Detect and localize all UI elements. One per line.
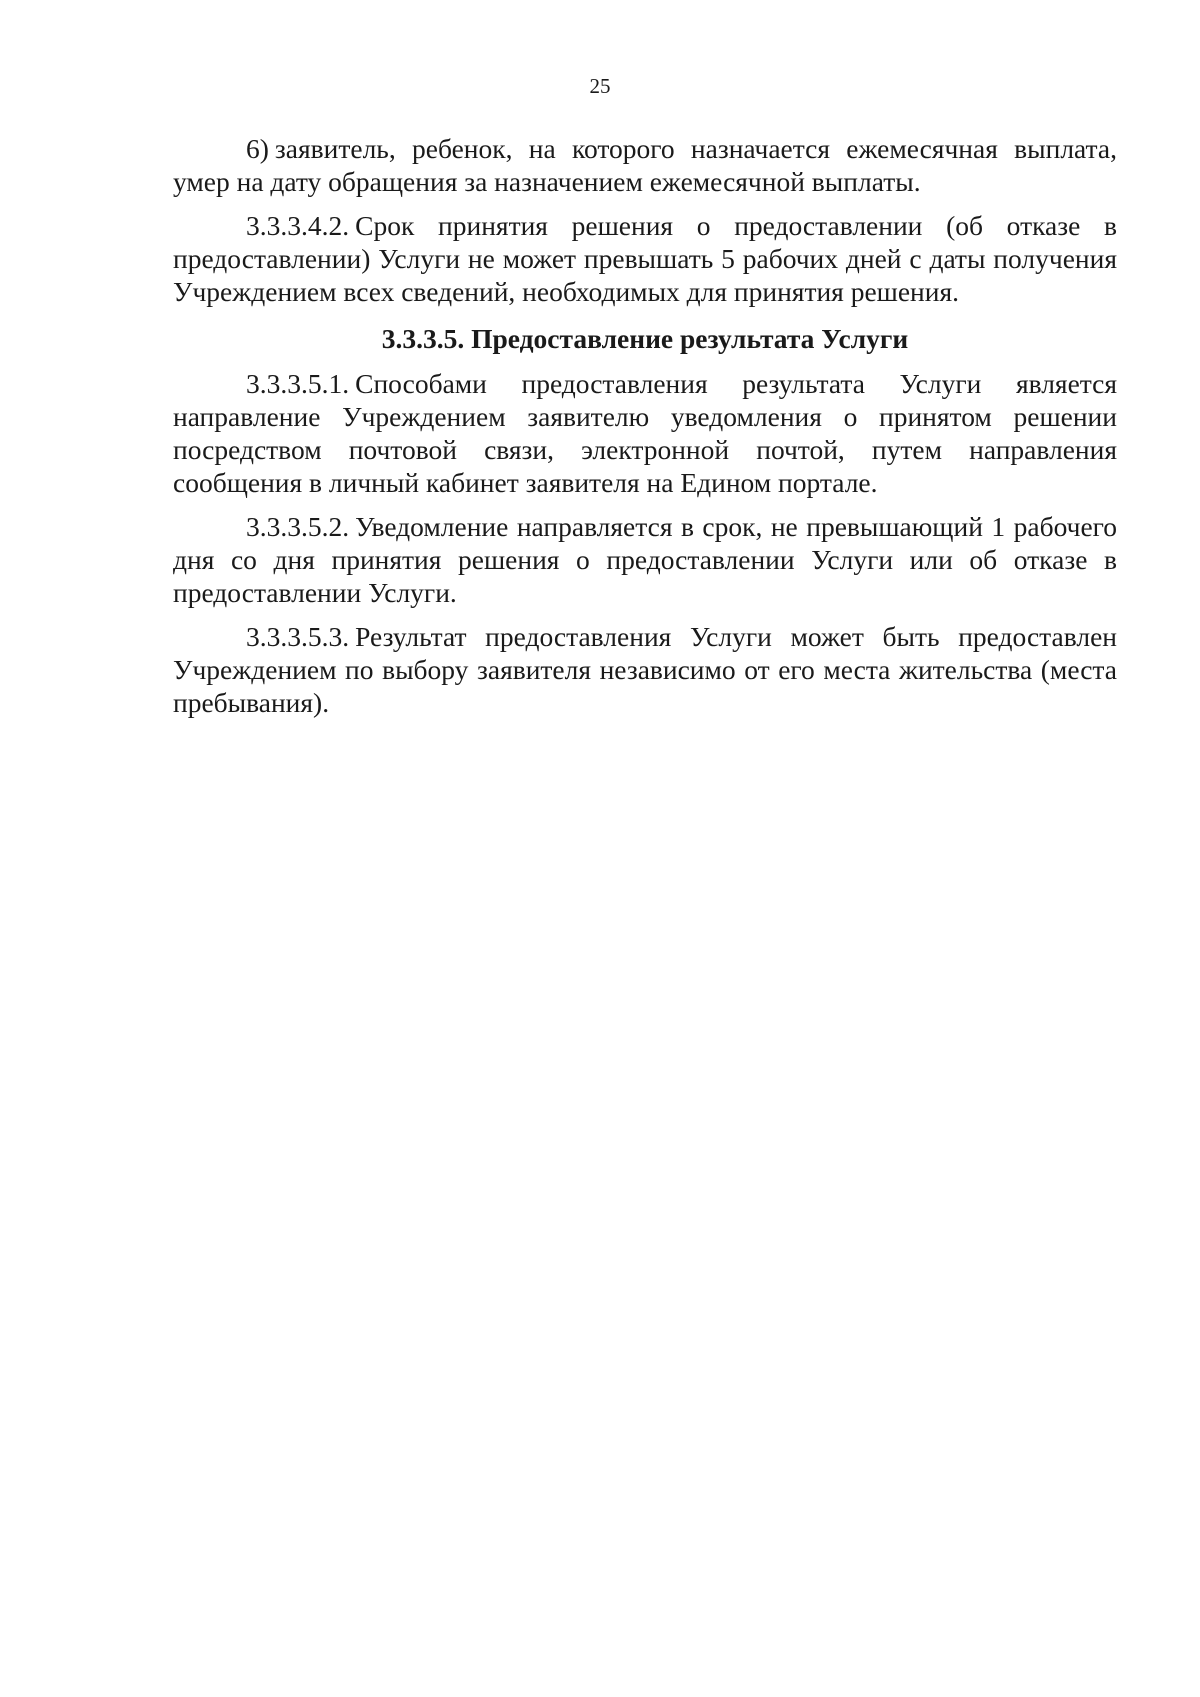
paragraph-3-3-3-5-1 (173, 367, 1117, 499)
paragraph-text: Уведомление направляется в срок, не превышающий 1 рабочего дня со дня принятия решения о предоставлении Услуги или об отказе в предоставлении Услуги. (173, 511, 1117, 608)
paragraph-number: 3.3.3.4.2. (246, 210, 350, 241)
paragraph-3-3-3-5-3 (173, 620, 1117, 719)
paragraph-text: заявитель, ребенок, на которого назначается ежемесячная выплата, умер на дату обращения за назначением ежемесячной выплаты. (173, 133, 1117, 197)
page-number: 25 (589, 74, 611, 98)
paragraph-3-3-3-4-2 (173, 209, 1117, 308)
paragraph-text: Результат предоставления Услуги может быть предоставлен Учреждением по выбору заявителя независимо от его места жительства (места пребывания). (173, 621, 1117, 718)
paragraph-number: 6) (246, 133, 269, 164)
paragraph-text: Срок принятия решения о предоставлении (об отказе в предоставлении) Услуги не может превышать 5 рабочих дней с даты получения Учреждением всех сведений, необходимых для принятия решения. (173, 210, 1117, 307)
paragraph-number: 3.3.3.5.2. (246, 511, 350, 542)
paragraph-3-3-3-5-2 (173, 510, 1117, 609)
paragraph-item-6 (173, 132, 1117, 198)
paragraph-text: Способами предоставления результата Услуги является направление Учреждением заявителю уведомления о принятом решении посредством почтовой связи, электронной почтой, путем направления сообщения в личный кабинет заявителя на Едином портале. (173, 368, 1117, 498)
paragraph-number: 3.3.3.5.3. (246, 621, 350, 652)
document-body (173, 132, 1117, 719)
section-heading: 3.3.3.5. Предоставление результата Услуги (381, 323, 909, 354)
paragraph-number: 3.3.3.5.1. (246, 368, 350, 399)
